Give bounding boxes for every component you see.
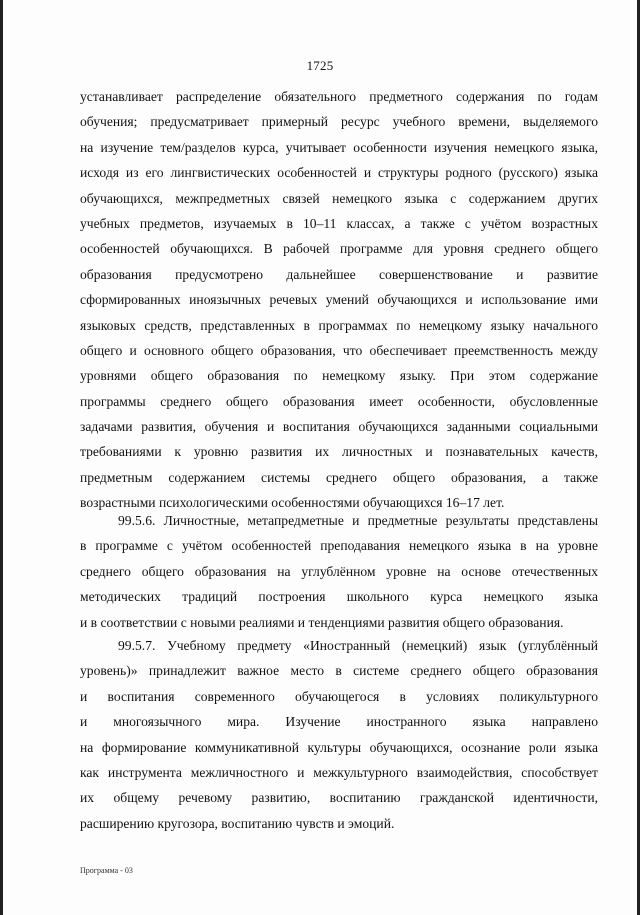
text-line: методических традиций построения школьного курса немецкого языка (80, 589, 598, 605)
text-line: 99.5.7. Учебному предмету «Иностранный (немецкий) язык (углублённый (118, 638, 598, 653)
text-line: и воспитания современного обучающегося в условиях поликультурного (80, 688, 598, 704)
text-line: возрастными психологическими особенностями обучающихся 16–17 лет. (80, 495, 505, 511)
page-number: 1725 (306, 58, 334, 73)
text-line: языковых средств, представленных в программах по немецкому языку начального (80, 317, 598, 333)
text-line: на изучение тем/разделов курса, учитывает особенности изучения немецкого языка, (80, 139, 598, 155)
text-line: требованиями к уровню развития их личностных и познавательных качеств, (80, 444, 598, 460)
paragraph-99-5-6 (80, 508, 598, 635)
text-line: предметным содержанием системы среднего общего образования, а также (80, 469, 598, 485)
text-line: устанавливает распределение обязательного предметного содержания по годам (80, 89, 598, 104)
text-line: уровнями общего образования по немецкому языку. При этом содержание (80, 368, 598, 384)
text-line: в программе с учётом особенностей преподавания немецкого языка в на уровне (80, 538, 598, 554)
text-line: учебных предметов, изучаемых в 10–11 классах, а также с учётом возрастных (80, 215, 598, 231)
text-line: и в соответствии с новыми реалиями и тенденциями развития общего образования. (80, 614, 564, 630)
text-line: особенностей обучающихся. В рабочей программе для уровня среднего общего (80, 241, 598, 257)
text-line: исходя из его лингвистических особенностей и структуры родного (русского) языка (80, 165, 598, 181)
text-line: расширению кругозора, воспитанию чувств и эмоций. (80, 815, 395, 831)
footer-program-label: Программа - 03 (80, 866, 133, 875)
text-line: обучения; предусматривает примерный ресурс учебного времени, выделяемого (80, 114, 598, 130)
text-line: как инструмента межличностного и межкультурного взаимодействия, способствует (80, 764, 598, 780)
paragraph-continuation (80, 84, 598, 516)
text-line: сформированных иноязычных речевых умений обучающихся и использование ими (80, 292, 598, 308)
text-line: среднего общего образования на углублённом уровне на основе отечественных (80, 563, 598, 579)
text-line: обучающихся, межпредметных связей немецкого языка с содержанием других (80, 190, 598, 206)
text-line: общего и основного общего образования, что обеспечивает преемственность между (80, 342, 598, 358)
text-line: задачами развития, обучения и воспитания обучающихся заданными социальными (80, 419, 598, 435)
text-line: образования предусмотрено дальнейшее совершенствование и развитие (80, 266, 598, 282)
scan-edge-left (0, 0, 3, 915)
text-line: уровень)» принадлежит важное место в системе среднего общего образования (80, 663, 598, 679)
text-line: программы среднего общего образования имеет особенности, обусловленные (80, 393, 598, 409)
paragraph-99-5-7 (80, 633, 598, 836)
text-line: и многоязычного мира. Изучение иностранного языка направлено (80, 714, 598, 730)
text-line: на формирование коммуникативной культуры обучающихся, осознание роли языка (80, 739, 598, 755)
text-line: их общему речевому развитию, воспитанию гражданской идентичности, (80, 790, 598, 806)
text-line: 99.5.6. Личностные, метапредметные и предметные результаты представлены (118, 513, 598, 528)
